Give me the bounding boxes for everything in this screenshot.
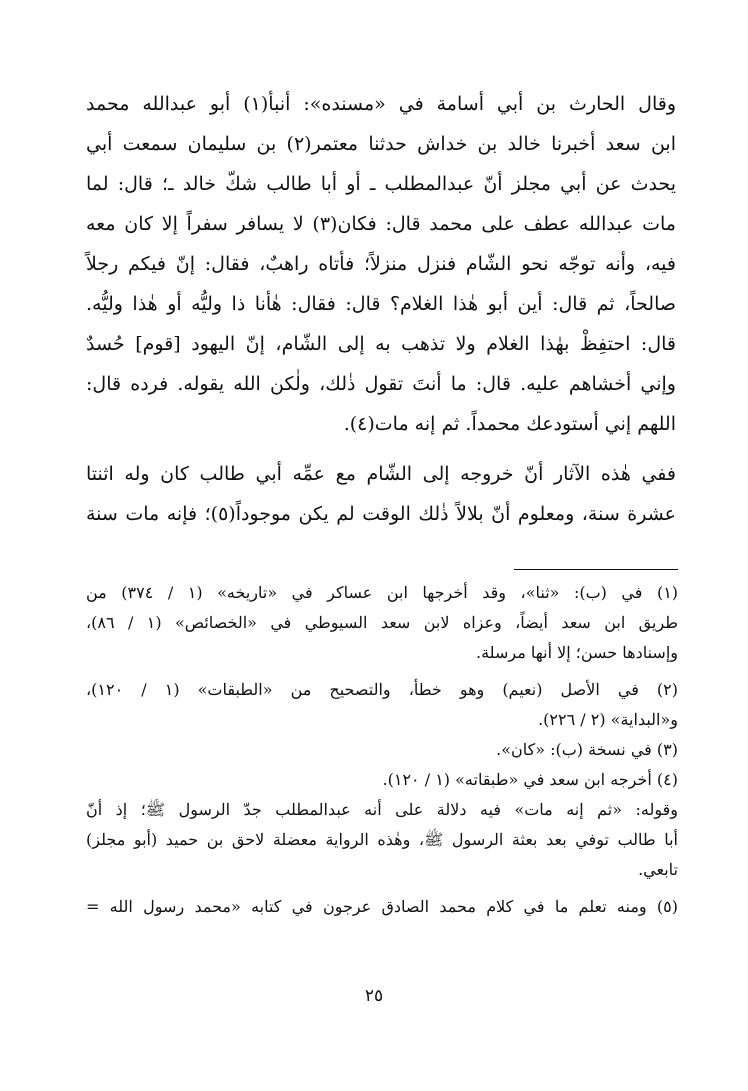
footnote-line: أبا طالب توفي بعد بعثة الرسول ﷺ، وهٰذه الرواية معضلة لاحق بن حميد (أبو مجلز)	[86, 830, 678, 849]
footnote-line: (٤) أخرجه ابن سعد في «طبقاته» (١ / ١٢٠).	[382, 770, 678, 789]
main-text-line: فيه، وأنه توجّه نحو الشّام فنزل منزلاً؛ فأتاه راهبٌ، فقال: إنّ فيكم رجلاً	[86, 253, 676, 275]
main-text-line: مات عبدالله عطف على محمد قال: فكان(٣) لا يسافر سفراً إلا كان معه	[86, 213, 676, 235]
footnote-line: (٥) ومنه تعلم ما في كلام محمد الصادق عرجون في كتابه «محمد رسول الله =	[86, 897, 678, 916]
footnote-line: وقوله: «ثم إنه مات» فيه دلالة على أنه عبدالمطلب جدّ الرسول ﷺ؛ إذ أنّ	[86, 800, 678, 819]
footnote-line: (١) في (ب): «ثنا»، وقد أخرجها ابن عساكر في «تاريخه» (١ / ٣٧٤) من	[86, 583, 679, 602]
main-text-line: صالحاً، ثم قال: أين أبو هٰذا الغلام؟ قال: فقال: هٰأنا ذا وليُّه أو هٰذا وليُّه.	[86, 293, 676, 315]
main-text-line: ففي هٰذه الآثار أنّ خروجه إلى الشّام مع عمِّه أبي طالب كان وله اثنتا	[86, 463, 676, 485]
page-number: ٢٥	[364, 986, 384, 1006]
main-text-line: وقال الحارث بن أبي أسامة في «مسنده»: أنبأ(١) أبو عبدالله محمد	[86, 93, 676, 115]
main-text-line: ابن سعد أخبرنا خالد بن خداش حدثنا معتمر(٢) بن سليمان سمعت أبي	[86, 133, 676, 155]
main-text-line: اللهم إني أستودعك محمداً. ثم إنه مات(٤).	[343, 413, 676, 435]
main-text-block	[86, 84, 676, 534]
main-text-line: يحدث عن أبي مجلز أنّ عبدالمطلب ـ أو أبا طالب شكّ خالد ـ؛ قال: لما	[86, 173, 676, 195]
footnote-line: (٢) في الأصل (نعيم) وهو خطأ، والتصحيح من «الطبقات» (١ / ١٢٠)،	[86, 680, 679, 699]
paragraph-gap	[86, 444, 676, 454]
main-text-line: عشرة سنة، ومعلوم أنّ بلالاً ذٰلك الوقت لم يكن موجوداً(٥)؛ فإنه مات سنة	[86, 503, 676, 525]
main-text-line: وإني أخشاهم عليه. قال: ما أنتَ تقول ذٰلك، ولٰكن الله يقوله. فرده قال:	[86, 373, 676, 395]
footnotes-block	[86, 578, 678, 922]
footnote-line: تابعي.	[638, 860, 678, 879]
footnote-line: (٣) في نسخة (ب): «كان».	[496, 740, 678, 759]
footnote-separator	[514, 569, 678, 570]
footnote-line: وإسنادها حسن؛ إلا أنها مرسلة.	[476, 643, 678, 662]
main-text-line: قال: احتفِظْ بهٰذا الغلام ولا تذهب به إلى الشّام، إنّ اليهود [قوم] حُسدٌ	[86, 333, 676, 355]
footnote-line: و«البداية» (٢ / ٢٢٦).	[538, 710, 678, 729]
footnote-line: طريق ابن سعد أيضاً، وعزاه لابن سعد السيوطي في «الخصائص» (١ / ٨٦)،	[86, 613, 679, 632]
